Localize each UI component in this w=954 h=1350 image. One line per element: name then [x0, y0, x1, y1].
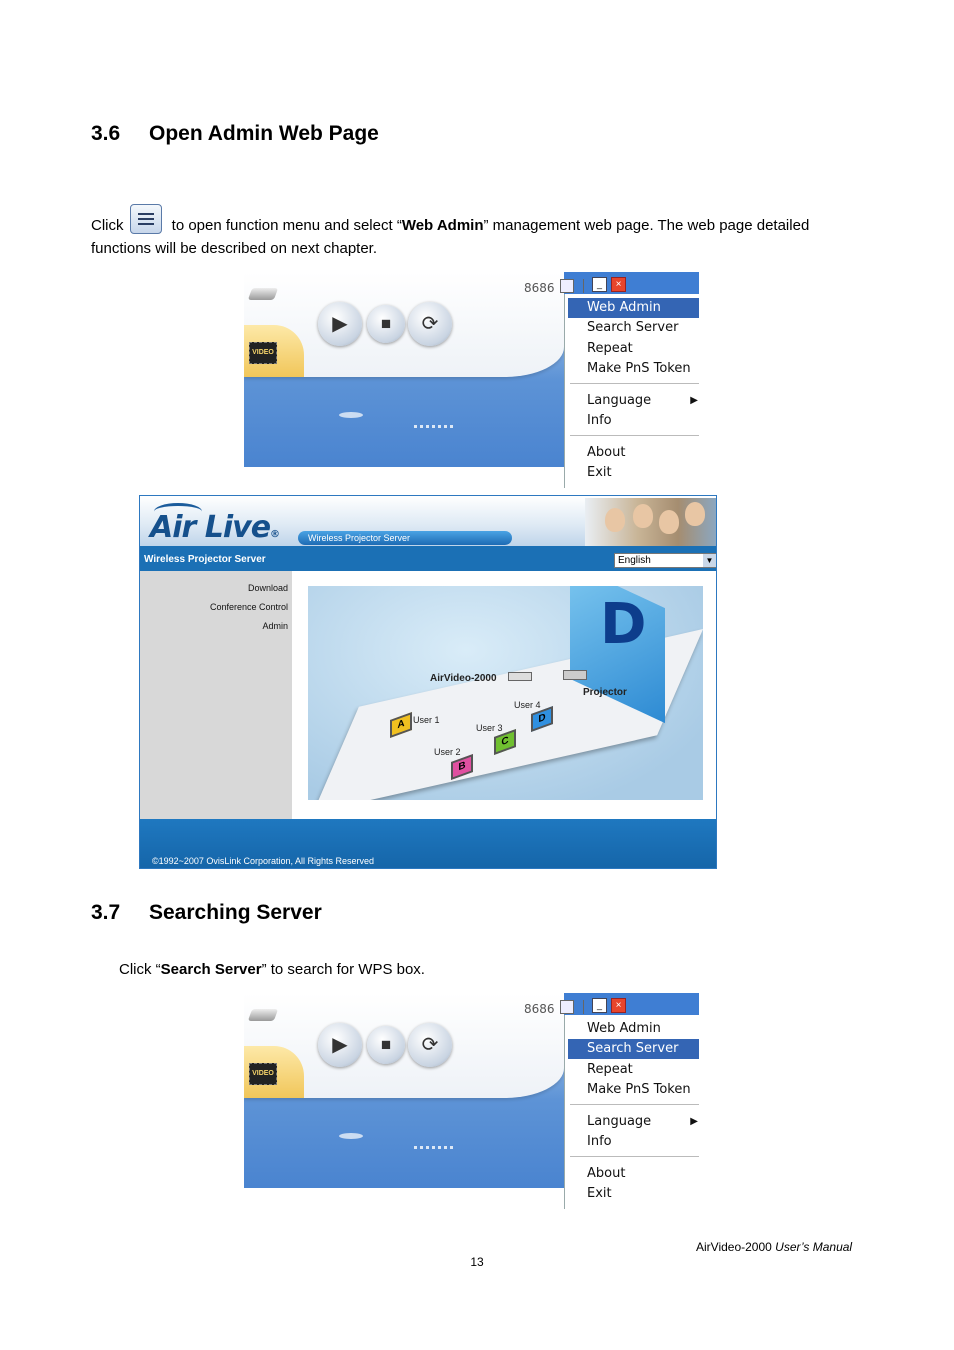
- section-paragraph: Click to open function menu and select “Web Admin” management web page. The web page detailed: [91, 204, 809, 236]
- menu-item-repeat[interactable]: Repeat: [587, 1062, 633, 1077]
- device-label: AirVideo-2000: [430, 673, 497, 684]
- user-screen-c: C: [494, 729, 516, 755]
- video-icon: VIDEO: [249, 342, 277, 364]
- cloud-decoration: [414, 1146, 454, 1149]
- product-pill: Wireless Projector Server: [298, 531, 512, 545]
- port-number: 8686: [524, 1002, 555, 1016]
- header-photo: [585, 498, 717, 546]
- menu-item-exit[interactable]: Exit: [587, 465, 612, 480]
- airlive-logo: Air Live®: [150, 510, 280, 545]
- menu-item-about[interactable]: About: [587, 445, 626, 460]
- screen-letter: D: [600, 592, 647, 657]
- menu-separator: [570, 1104, 699, 1105]
- menu-item-label: Language: [587, 1114, 652, 1129]
- menu-item-about[interactable]: About: [587, 1166, 626, 1181]
- sidebar: [140, 571, 292, 819]
- minimize-button[interactable]: _: [592, 277, 607, 292]
- nav-link-download[interactable]: Download: [247, 583, 288, 593]
- section-heading-3-7: 3.7 Searching Server: [91, 901, 322, 924]
- cloud-decoration: [339, 1133, 363, 1139]
- device-icon: [248, 1009, 278, 1021]
- copyright-text: ©1992~2007 OvisLink Corporation, All Rights Reserved: [152, 856, 375, 866]
- menu-item-search-server[interactable]: Search Server: [568, 1039, 699, 1059]
- player-window-2: [244, 993, 699, 1209]
- menu-item-label: Language: [587, 393, 652, 408]
- network-diagram: [308, 586, 703, 800]
- person-image: [605, 508, 625, 532]
- player-window-1: [244, 272, 699, 488]
- cloud-decoration: [414, 425, 454, 428]
- nav-link-admin[interactable]: Admin: [262, 621, 288, 631]
- toolbar-divider: [583, 1000, 584, 1014]
- menu-item-info[interactable]: Info: [587, 413, 612, 428]
- menu-item-language[interactable]: [568, 1112, 699, 1132]
- airvideo-device-icon: [508, 672, 532, 681]
- port-number: 8686: [524, 281, 555, 295]
- user-label: User 1: [413, 715, 440, 725]
- user-label: User 4: [514, 700, 541, 710]
- device-icon: [248, 288, 278, 300]
- manual-title: AirVideo-2000 User’s Manual: [696, 1240, 853, 1254]
- close-button[interactable]: ×: [611, 277, 626, 292]
- nav-link-conference-control[interactable]: Conference Control: [209, 602, 288, 612]
- person-image: [659, 510, 679, 534]
- user-screen-d: D: [531, 706, 553, 732]
- chevron-down-icon: ▼: [703, 554, 716, 567]
- cloud-decoration: [339, 412, 363, 418]
- section-heading-3-6: 3.6 Open Admin Web Page: [91, 122, 379, 145]
- function-menu: [564, 294, 699, 488]
- menu-item-repeat[interactable]: Repeat: [587, 341, 633, 356]
- person-image: [633, 504, 653, 528]
- section-paragraph: Click “Search Server” to search for WPS box.: [119, 961, 425, 978]
- page-number: 13: [470, 1255, 484, 1269]
- projector-label: Projector: [583, 687, 627, 698]
- play-button[interactable]: ▶: [318, 1023, 362, 1067]
- refresh-button[interactable]: ⟳: [408, 1023, 452, 1067]
- stop-button[interactable]: ■: [367, 305, 405, 343]
- toolbar-divider: [583, 279, 584, 293]
- close-button[interactable]: ×: [611, 998, 626, 1013]
- function-menu: [564, 1015, 699, 1209]
- admin-web-page: [139, 495, 717, 869]
- section-paragraph-line2: functions will be described on next chapter.: [91, 240, 378, 257]
- menu-separator: [570, 383, 699, 384]
- play-button[interactable]: ▶: [318, 302, 362, 346]
- brand-label: Wireless Projector Server: [144, 554, 266, 565]
- user-screen-b: B: [451, 754, 473, 780]
- submenu-arrow-icon: ▶: [690, 1116, 698, 1127]
- menu-item-make-pns-token[interactable]: Make PnS Token: [587, 1082, 691, 1097]
- menu-item-make-pns-token[interactable]: Make PnS Token: [587, 361, 691, 376]
- menu-separator: [570, 435, 699, 436]
- user-label: User 2: [434, 747, 461, 757]
- menu-separator: [570, 1156, 699, 1157]
- minimize-button[interactable]: _: [592, 998, 607, 1013]
- projector-device-icon: [563, 670, 587, 680]
- menu-icon: [130, 204, 162, 234]
- refresh-button[interactable]: ⟳: [408, 302, 452, 346]
- main-content: [292, 571, 717, 819]
- menu-item-web-admin[interactable]: Web Admin: [587, 1021, 661, 1036]
- user-screen-a: A: [390, 712, 412, 738]
- menu-button[interactable]: [560, 279, 574, 293]
- menu-button[interactable]: [560, 1000, 574, 1014]
- stop-button[interactable]: ■: [367, 1026, 405, 1064]
- menu-item-exit[interactable]: Exit: [587, 1186, 612, 1201]
- menu-item-web-admin[interactable]: Web Admin: [568, 298, 699, 318]
- language-select[interactable]: English ▼: [614, 553, 717, 568]
- video-icon: VIDEO: [249, 1063, 277, 1085]
- submenu-arrow-icon: ▶: [690, 395, 698, 406]
- person-image: [685, 502, 705, 526]
- user-label: User 3: [476, 723, 503, 733]
- menu-item-language[interactable]: [568, 391, 699, 411]
- menu-item-info[interactable]: Info: [587, 1134, 612, 1149]
- menu-item-search-server[interactable]: Search Server: [587, 320, 679, 335]
